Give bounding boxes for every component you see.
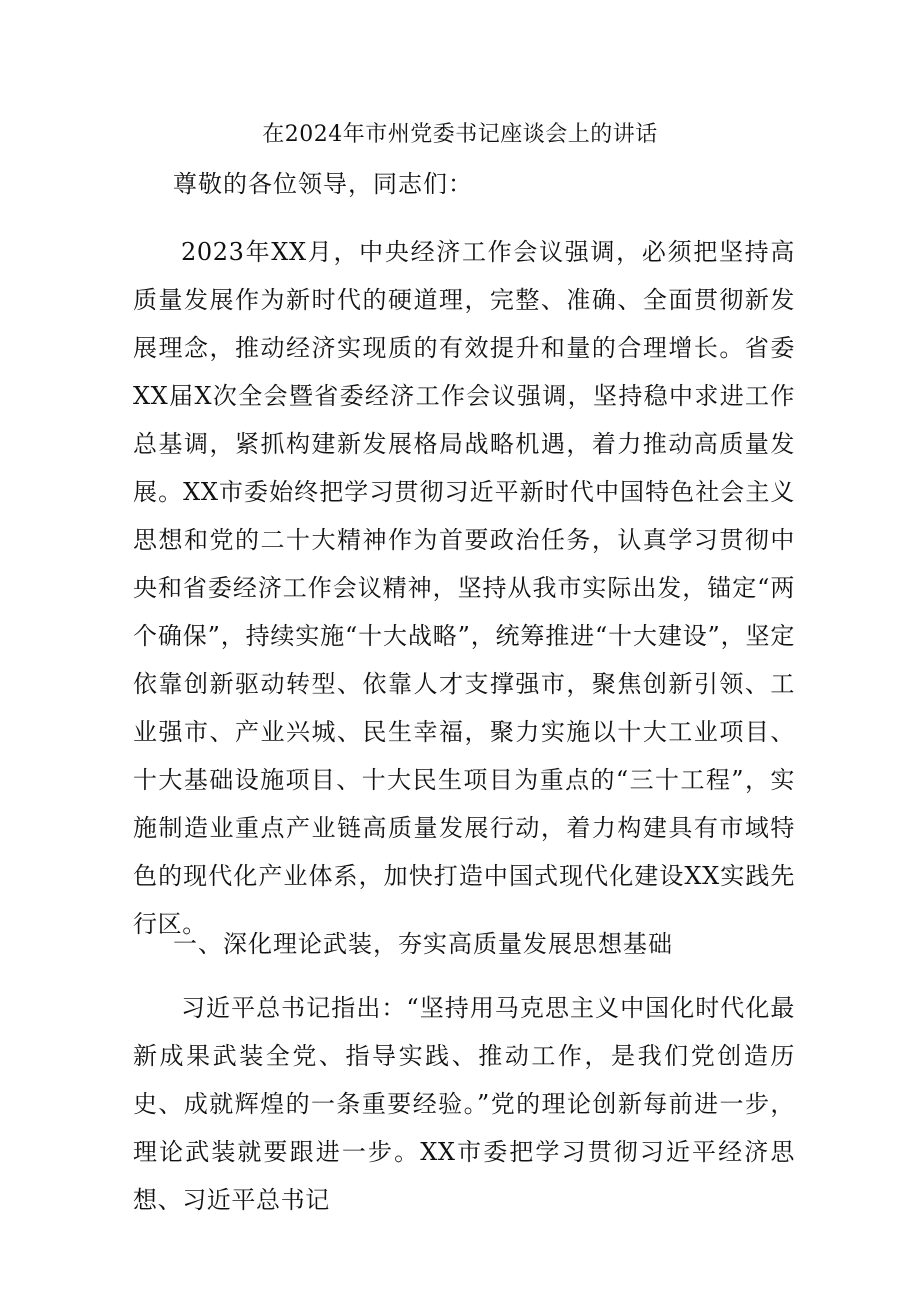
body-paragraph-2: 习近平总书记指出：“坚持用马克思主义中国化时代化最新成果武装全党、指导实践、推动工作，是我们党创造历史、成就辉煌的一条重要经验。”党的理论创新每前进一步，理论武装就要跟进一步。XX市委把学习贯彻习近平经济思想、习近平总书记 (133, 994, 795, 1214)
salutation: 尊敬的各位领导，同志们： (173, 170, 473, 198)
section-heading-1: 一、深化理论武装，夯实高质量发展思想基础 (173, 930, 673, 958)
body-paragraph-1: 2023年XX月，中央经济工作会议强调，必须把坚持高质量发展作为新时代的硬道理，完整、准确、全面贯彻新发展理念，推动经济实现质的有效提升和量的合理增长。省委XX届X次全会暨省委经济工作会议强调，坚持稳中求进工作总基调，紧抓构建新发展格局战略机遇，着力推动高质量发展。XX市委始终把学习贯彻习近平新时代中国特色社会主义思想和党的二十大精神作为首要政治任务，认真学习贯彻中央和省委经济工作会议精神，坚持从我市实际出发，锚定“两个确保”，持续实施“十大战略”，统筹推进“十大建设”，坚定依靠创新驱动转型、依靠人才支撑强市，聚焦创新引领、工业强市、产业兴城、民生幸福，聚力实施以十大工业项目、十大基础设施项目、十大民生项目为重点的“三十工程”，实施制造业重点产业链高质量发展行动，着力构建具有市域特色的现代化产业体系，加快打造中国式现代化建设XX实践先行区。 (133, 238, 795, 938)
document-title: 在2024年市州党委书记座谈会上的讲话 (262, 122, 658, 147)
